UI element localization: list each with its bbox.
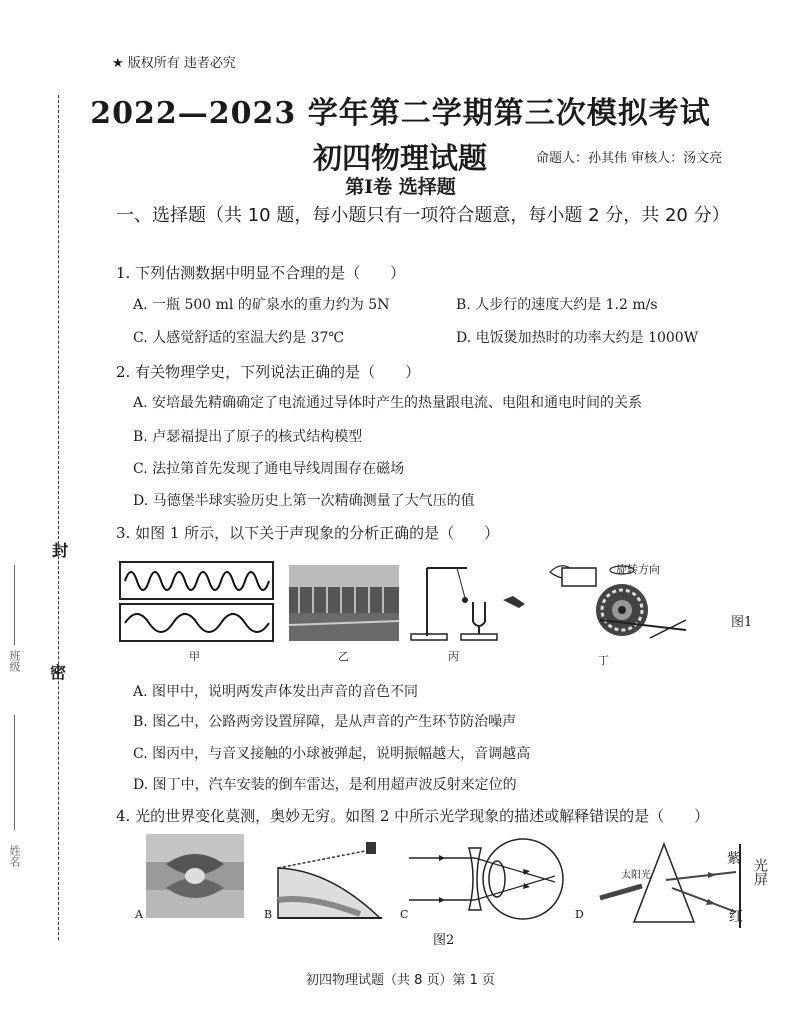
question-3-stem: 3. 如图 1 所示，以下关于声现象的分析正确的是（ ） (116, 524, 500, 542)
figure-2-screen-label: 光屏 (752, 858, 768, 886)
figure-2-red-label: 红 (729, 909, 743, 925)
margin-underline (14, 565, 15, 645)
question-1-option-a: A. 一瓶 500 ml 的矿泉水的重力约为 5N (133, 297, 390, 313)
figure-1-label-jia: 甲 (189, 650, 200, 663)
figure-2-sun-label: 太阳光 (621, 870, 651, 881)
figure-2-a-reflection-photo (146, 834, 244, 918)
copyright-notice: ★ 版权所有 违者必究 (112, 56, 236, 71)
figure-1-ding-rotating-gear (540, 558, 688, 650)
binding-char-mi: 密 (50, 663, 67, 682)
margin-class-label: 班级 (8, 650, 21, 672)
question-1-option-c: C. 人感觉舒适的室温大约是 37℃ (133, 330, 345, 346)
question-2-option-d: D. 马德堡半球实验历史上第一次精确测量了大气压的值 (133, 493, 475, 509)
margin-name-label: 姓名 (8, 845, 21, 867)
figure-1-label-ding: 丁 (598, 654, 609, 667)
volume-heading: 第Ⅰ卷 选择题 (345, 176, 456, 198)
figure-2-label-b: B (264, 908, 273, 921)
question-4-stem: 4. 光的世界变化莫测，奥妙无穷。如图 2 中所示光学现象的描述或解释错误的是（ ） (116, 807, 710, 825)
question-3-option-b: B. 图乙中，公路两旁设置屏障，是从声音的产生环节防治噪声 (133, 714, 517, 730)
question-1-stem: 1. 下列估测数据中明显不合理的是（ ） (116, 264, 406, 282)
question-1-option-d: D. 电饭煲加热时的功率大约是 1000W (456, 330, 699, 346)
exam-subtitle: 初四物理试题 (313, 141, 488, 175)
binding-dashed-line (58, 95, 59, 940)
exam-authors: 命题人：孙其伟 审核人：汤文亮 (536, 151, 723, 166)
margin-underline (14, 715, 15, 830)
figure-2-b-curved-surface (270, 840, 390, 924)
page-footer: 初四物理试题（共 8 页）第 1 页 (305, 973, 496, 988)
figure-1-label-bing: 丙 (448, 650, 459, 663)
binding-char-feng: 封 (52, 541, 69, 560)
figure-1-rotation-label: 旋转方向 (616, 563, 660, 576)
figure-2-caption: 图2 (433, 933, 455, 948)
section-heading: 一、选择题（共 10 题，每小题只有一项符合题意，每小题 2 分，共 20 分） (116, 205, 730, 226)
figure-1-caption: 图1 (731, 615, 753, 630)
question-3-option-c: C. 图丙中，与音叉接触的小球被弹起，说明振幅越大，音调越高 (133, 746, 531, 762)
figure-1-label-yi: 乙 (338, 650, 349, 663)
figure-1-bing-tuning-fork (407, 560, 537, 642)
question-3-option-a: A. 图甲中，说明两发声体发出声音的音色不同 (133, 684, 419, 700)
figure-1-jia-waveforms (119, 561, 275, 643)
question-2-option-a: A. 安培最先精确确定了电流通过导体时产生的热量跟电流、电阻和通电时间的关系 (133, 395, 643, 411)
question-2-option-b: B. 卢瑟福提出了原子的核式结构模型 (133, 429, 363, 445)
figure-1-yi-sound-barrier (289, 565, 399, 641)
question-1-option-b: B. 人步行的速度大约是 1.2 m/s (456, 297, 658, 313)
figure-2-label-c: C (400, 908, 409, 921)
figure-2-label-a: A (135, 908, 143, 921)
question-2-stem: 2. 有关物理学史，下列说法正确的是（ ） (116, 363, 421, 381)
question-3-option-d: D. 图丁中，汽车安装的倒车雷达，是利用超声波反射来定位的 (133, 777, 517, 793)
question-2-option-c: C. 法拉第首先发现了通电导线周围存在磁场 (133, 461, 405, 477)
figure-2-c-eye-lens (405, 838, 570, 924)
exam-title: 2022—2023 学年第二学期第三次模拟考试 (90, 96, 711, 131)
figure-2-label-d: D (575, 908, 584, 921)
figure-2-purple-label: 紫 (727, 851, 741, 867)
